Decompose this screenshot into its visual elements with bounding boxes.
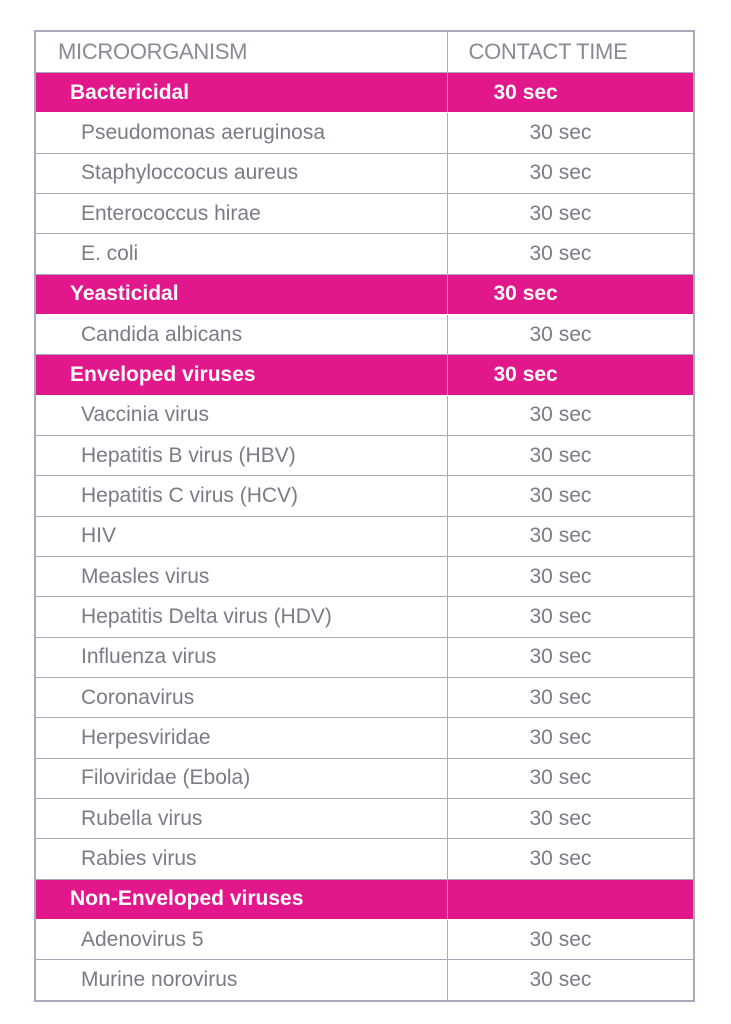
contact-time-value: 30 sec <box>447 597 693 637</box>
category-name: Yeasticidal <box>36 274 447 314</box>
microorganism-name: Vaccinia virus <box>36 395 447 435</box>
table-row <box>36 476 693 516</box>
category-name: Enveloped viruses <box>36 355 447 395</box>
category-row <box>36 355 693 395</box>
table-row <box>36 314 693 354</box>
contact-time-value: 30 sec <box>447 193 693 233</box>
microorganism-name: Measles virus <box>36 556 447 596</box>
table-row <box>36 799 693 839</box>
contact-time-value: 30 sec <box>447 234 693 274</box>
microorganism-name: Murine norovirus <box>36 960 447 1000</box>
microorganism-name: Hepatitis B virus (HBV) <box>36 435 447 475</box>
category-row <box>36 72 693 112</box>
contact-time-table-frame <box>34 30 695 1002</box>
contact-time-value: 30 sec <box>447 314 693 354</box>
contact-time-value: 30 sec <box>447 637 693 677</box>
contact-time-value: 30 sec <box>447 113 693 153</box>
contact-time-value: 30 sec <box>447 839 693 879</box>
table-row <box>36 516 693 556</box>
contact-time-value: 30 sec <box>447 435 693 475</box>
table-row <box>36 839 693 879</box>
table-body <box>36 72 693 1000</box>
microorganism-name: Hepatitis Delta virus (HDV) <box>36 597 447 637</box>
table-row <box>36 678 693 718</box>
category-contact-time: 30 sec <box>447 355 693 395</box>
table-row <box>36 193 693 233</box>
table-row <box>36 960 693 1000</box>
contact-time-value: 30 sec <box>447 718 693 758</box>
category-name: Bactericidal <box>36 72 447 112</box>
contact-time-value: 30 sec <box>447 516 693 556</box>
contact-time-value: 30 sec <box>447 799 693 839</box>
microorganism-name: Enterococcus hirae <box>36 193 447 233</box>
table-row <box>36 113 693 153</box>
microorganism-name: Influenza virus <box>36 637 447 677</box>
table-row <box>36 153 693 193</box>
microorganism-name: Rabies virus <box>36 839 447 879</box>
contact-time-value: 30 sec <box>447 678 693 718</box>
category-contact-time: 30 sec <box>447 72 693 112</box>
table-row <box>36 435 693 475</box>
contact-time-table <box>36 32 693 1000</box>
microorganism-column-header: MICROORGANISM <box>36 32 447 72</box>
contact-time-column-header: CONTACT TIME <box>447 32 693 72</box>
microorganism-name: Adenovirus 5 <box>36 920 447 960</box>
contact-time-value: 30 sec <box>529 968 592 992</box>
microorganism-name: Coronavirus <box>36 678 447 718</box>
table-row <box>36 718 693 758</box>
microorganism-name: Staphyloccocus aureus <box>36 153 447 193</box>
table-row <box>36 597 693 637</box>
table-row <box>36 920 693 960</box>
category-row <box>36 879 693 919</box>
table-header-row <box>36 32 693 72</box>
microorganism-name: Rubella virus <box>36 799 447 839</box>
contact-time-value: 30 sec <box>447 556 693 596</box>
table-row <box>36 758 693 798</box>
contact-time-value: 30 sec <box>447 758 693 798</box>
microorganism-name: Candida albicans <box>36 314 447 354</box>
table-row <box>36 556 693 596</box>
contact-time-value: 30 sec <box>447 920 693 960</box>
microorganism-name: Filoviridae (Ebola) <box>36 758 447 798</box>
microorganism-name: E. coli <box>36 234 447 274</box>
contact-time-value: 30 sec <box>447 153 693 193</box>
category-name: Non-Enveloped viruses <box>36 879 447 919</box>
contact-time-value: 30 sec <box>447 395 693 435</box>
table-row <box>36 234 693 274</box>
category-contact-time <box>447 879 693 919</box>
microorganism-name: HIV <box>36 516 447 556</box>
table-row <box>36 637 693 677</box>
microorganism-name: Hepatitis C virus (HCV) <box>36 476 447 516</box>
contact-time-value: 30 sec <box>447 476 693 516</box>
category-contact-time: 30 sec <box>447 274 693 314</box>
table-row <box>36 395 693 435</box>
microorganism-name: Pseudomonas aeruginosa <box>36 113 447 153</box>
category-row <box>36 274 693 314</box>
microorganism-name: Herpesviridae <box>36 718 447 758</box>
